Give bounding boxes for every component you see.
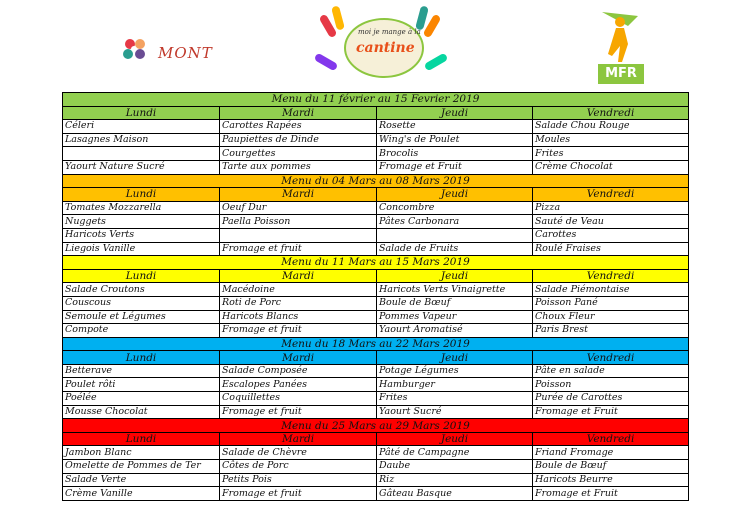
menu-cell: Yaourt Nature Sucré [63,160,220,174]
menu-cell [377,228,533,242]
week-title: Menu du 04 Mars au 08 Mars 2019 [63,174,689,188]
menu-cell: Couscous [63,296,220,310]
day-header: Mardi [220,188,377,202]
menu-cell: Sauté de Veau [533,215,689,229]
day-header: Mardi [220,269,377,283]
menu-table [62,92,689,501]
menu-row [63,487,689,501]
day-header: Jeudi [377,106,533,120]
menu-row [63,324,689,338]
day-header: Jeudi [377,351,533,365]
day-header-row [63,269,689,283]
menu-cell: Salade Chou Rouge [533,120,689,134]
menu-cell: Betterave [63,364,220,378]
menu-cell: Daube [377,460,533,474]
menu-cell: Purée de Carottes [533,392,689,406]
menu-cell: Haricots Beurre [533,473,689,487]
menu-cell: Riz [377,473,533,487]
hand-icon [314,53,339,72]
menu-cell: Pâté de Campagne [377,446,533,460]
menu-cell: Fromage et Fruit [533,405,689,419]
menu-cell: Frites [533,147,689,161]
menu-cell: Pâte en salade [533,364,689,378]
menu-cell: Salade de Chèvre [220,446,377,460]
menu-cell: Salade Croutons [63,283,220,297]
menu-cell: Fromage et Fruit [533,487,689,501]
header-logos [0,0,750,92]
menu-row [63,296,689,310]
week-title-row [63,174,689,188]
menu-row [63,310,689,324]
menu-cell: Mousse Chocolat [63,405,220,419]
menu-cell: Compote [63,324,220,338]
day-header: Vendredi [533,351,689,365]
day-header: Vendredi [533,106,689,120]
menu-cell: Omelette de Pommes de Ter [63,460,220,474]
menu-cell: Salade Verte [63,473,220,487]
day-header: Vendredi [533,432,689,446]
menu-cell: Fromage et fruit [220,324,377,338]
menu-cell: Paris Brest [533,324,689,338]
menu-row [63,228,689,242]
menu-cell: Fromage et Fruit [377,160,533,174]
menu-cell: Poisson Pané [533,296,689,310]
menu-cell: Brocolis [377,147,533,161]
menu-cell: Roulé Fraises [533,242,689,256]
menu-row [63,446,689,460]
menu-cell: Yaourt Sucré [377,405,533,419]
menu-row [63,392,689,406]
menu-cell: Hamburger [377,378,533,392]
week-title-row [63,419,689,433]
week-title: Menu du 11 Mars au 15 Mars 2019 [63,256,689,270]
menu-cell: Choux Fleur [533,310,689,324]
menu-cell: Roti de Porc [220,296,377,310]
day-header: Lundi [63,269,220,283]
menu-cell: Pâtes Carbonara [377,215,533,229]
menu-cell: Fromage et fruit [220,405,377,419]
menu-cell: Paupiettes de Dinde [220,133,377,147]
week-title-row [63,93,689,107]
menu-row [63,133,689,147]
menu-cell: Fromage et fruit [220,242,377,256]
week-title-row [63,256,689,270]
menu-cell: Liegois Vanille [63,242,220,256]
menu-row [63,160,689,174]
week-title: Menu du 25 Mars au 29 Mars 2019 [63,419,689,433]
menu-cell: Poulet rôti [63,378,220,392]
menu-cell: Gâteau Basque [377,487,533,501]
menu-cell: Semoule et Légumes [63,310,220,324]
menu-row [63,473,689,487]
day-header: Jeudi [377,269,533,283]
day-header: Lundi [63,188,220,202]
menu-cell: Crème Chocolat [533,160,689,174]
day-header-row [63,106,689,120]
menu-cell: Tarte aux pommes [220,160,377,174]
menu-row [63,120,689,134]
day-header-row [63,351,689,365]
week-title-row [63,337,689,351]
cantine-logo-line1: moi je mange à la [358,28,421,36]
menu-row [63,378,689,392]
day-header-row [63,188,689,202]
menu-cell: Concombre [377,201,533,215]
menu-row [63,364,689,378]
menu-cell: Wing's de Poulet [377,133,533,147]
menu-row [63,283,689,297]
menu-cell: Courgettes [220,147,377,161]
person-icon [598,8,644,64]
menu-cell: Poélée [63,392,220,406]
menu-row [63,460,689,474]
menu-cell: Pizza [533,201,689,215]
day-header: Jeudi [377,432,533,446]
menu-cell: Poisson [533,378,689,392]
day-header: Mardi [220,351,377,365]
menu-cell: Tomates Mozzarella [63,201,220,215]
menu-cell: Coquillettes [220,392,377,406]
week-title: Menu du 18 Mars au 22 Mars 2019 [63,337,689,351]
menu-cell: Haricots Blancs [220,310,377,324]
menu-cell: Petits Pois [220,473,377,487]
mfr-logo-text: MFR [598,64,644,84]
menu-cell: Rosette [377,120,533,134]
day-header: Vendredi [533,188,689,202]
menu-cell [220,228,377,242]
menu-cell: Haricots Verts Vinaigrette [377,283,533,297]
day-header: Lundi [63,432,220,446]
menu-cell: Côtes de Porc [220,460,377,474]
menu-cell [63,147,220,161]
menu-cell: Céleri [63,120,220,134]
menu-cell: Carottes [533,228,689,242]
menu-cell: Macédoine [220,283,377,297]
day-header: Vendredi [533,269,689,283]
menu-cell: Boule de Bœuf [377,296,533,310]
menu-cell: Salade de Fruits [377,242,533,256]
flower-icon [120,36,154,64]
menu-cell: Friand Fromage [533,446,689,460]
menu-cell: Fromage et fruit [220,487,377,501]
menu-cell: Oeuf Dur [220,201,377,215]
mont-logo-text: MONT [158,44,213,62]
menu-cell: Nuggets [63,215,220,229]
hand-icon [424,53,449,72]
mfr-logo [598,8,648,86]
menu-cell: Salade Composée [220,364,377,378]
menu-cell: Lasagnes Maison [63,133,220,147]
day-header: Lundi [63,106,220,120]
menu-cell: Frites [377,392,533,406]
menu-cell: Jambon Blanc [63,446,220,460]
day-header: Mardi [220,432,377,446]
day-header: Jeudi [377,188,533,202]
menu-row [63,405,689,419]
menu-cell: Moules [533,133,689,147]
menu-cell: Paella Poisson [220,215,377,229]
menu-cell: Carottes Rapées [220,120,377,134]
menu-row [63,147,689,161]
menu-cell: Crème Vanille [63,487,220,501]
menu-row [63,242,689,256]
day-header-row [63,432,689,446]
mont-logo [106,8,256,80]
menu-cell: Boule de Bœuf [533,460,689,474]
day-header: Lundi [63,351,220,365]
menu-cell: Potage Légumes [377,364,533,378]
day-header: Mardi [220,106,377,120]
cantine-logo [318,4,446,90]
menu-cell: Escalopes Panées [220,378,377,392]
menu-cell: Haricots Verts [63,228,220,242]
cantine-logo-line2: cantine [356,40,415,56]
week-title: Menu du 11 février au 15 Fevrier 2019 [63,93,689,107]
menu-cell: Salade Piémontaise [533,283,689,297]
menu-cell: Pommes Vapeur [377,310,533,324]
menu-cell: Yaourt Aromatisé [377,324,533,338]
menu-row [63,201,689,215]
menu-row [63,215,689,229]
